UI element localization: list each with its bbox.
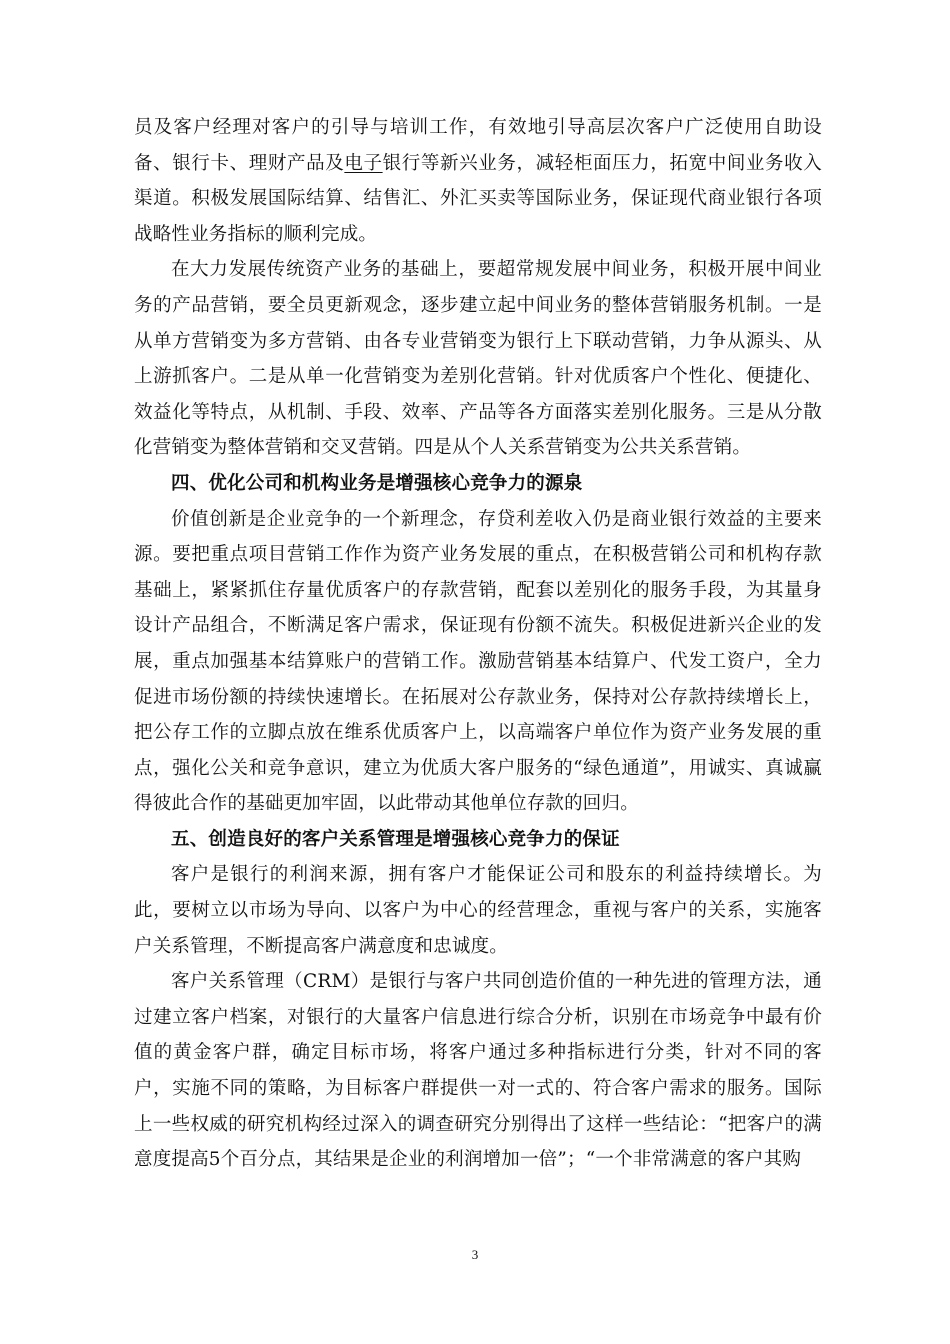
paragraph-text: 银行等新兴业务，减轻柜面压力，拓宽中间业务收入渠道。积极发展国际结算、结售汇、外汇买卖等国际业务，保证现代商业银行各项战略性业务指标的顺利完成。 <box>134 152 823 245</box>
page-number: 3 <box>471 1247 479 1262</box>
paragraph-crm: 客户关系管理（CRM）是银行与客户共同创造价值的一种先进的管理方法，通过建立客户档案，对银行的大量客户信息进行综合分析，识别在市场竞争中最有价值的黄金客户群，确定目标市场，将客户通过多种指标进行分类，针对不同的客户，实施不同的策略，为目标客户群提供一对一式的、符合客户需求的服务。国际上一些权威的研究机构经过深入的调查研究分别得出了这样一些结论：“把客户的满意度提高5个百分点，其结果是企业的利润增加一倍”；“一个非常满意的客户其购 <box>134 971 822 1171</box>
paragraph-value-innovation: 价值创新是企业竞争的一个新理念，存贷利差收入仍是商业银行效益的主要来源。要把重点项目营销工作作为资产业务发展的重点，在积极营销公司和机构存款基础上，紧紧抓住存量优质客户的存款营销，配套以差别化的服务手段，为其量身设计产品组合，不断满足客户需求，保证现有份额不流失。积极促进新兴企业的发展，重点加强基本结算账户的营销工作。激励营销基本结算户、代发工资户，全力促进市场份额的持续快速增长。在拓展对公存款业务，保持对公存款持续增长上，把公存工作的立脚点放在维系优质客户上，以高端客户单位作为资产业务发展的重点，强化公关和竞争意识，建立为优质大客户服务的“绿色通道”，用诚实、真诚赢得彼此合作的基础更加牢固，以此带动其他单位存款的回归。 <box>134 508 822 815</box>
underlined-text: 电子 <box>344 152 383 174</box>
paragraph-text: 员及客户经理对客户的引导与培训工作，有效地引导高层次客户广泛使用自助设备、银行卡、理财产品及 <box>134 117 822 174</box>
section-heading-4: 四、优化公司和机构业务是增强核心竞争力的源泉 <box>171 472 583 494</box>
section-heading-5: 五、创造良好的客户关系管理是增强核心竞争力的保证 <box>171 828 620 850</box>
document-body <box>134 110 822 1178</box>
paragraph-customer-profit: 客户是银行的利润来源，拥有客户才能保证公司和股东的利益持续增长。为此，要树立以市场为导向、以客户为中心的经营理念，重视与客户的关系，实施客户关系管理，不断提高客户满意度和忠诚度。 <box>134 864 822 957</box>
paragraph-continuation <box>134 110 822 252</box>
paragraph-intermediate-business: 在大力发展传统资产业务的基础上，要超常规发展中间业务，积极开展中间业务的产品营销，要全员更新观念，逐步建立起中间业务的整体营销服务机制。一是从单方营销变为多方营销、由各专业营销变为银行上下联动营销，力争从源头、从上游抓客户。二是从单一化营销变为差别化营销。针对优质客户个性化、便捷化、效益化等特点，从机制、手段、效率、产品等各方面落实差别化服务。三是从分散化营销变为整体营销和交叉营销。四是从个人关系营销变为公共关系营销。 <box>134 259 822 459</box>
